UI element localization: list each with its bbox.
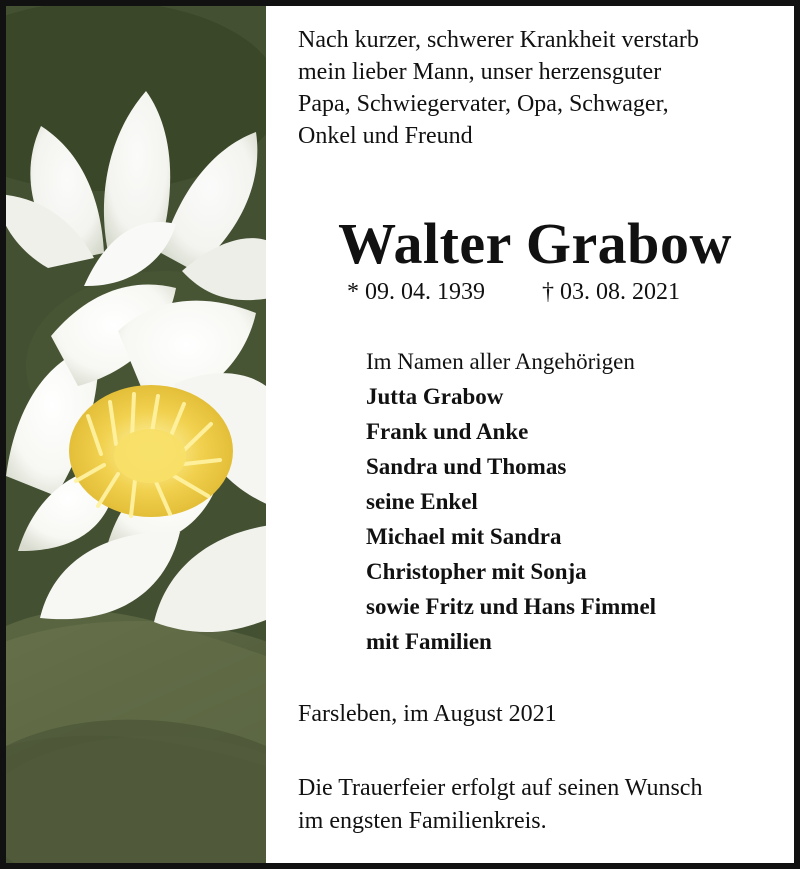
deceased-name: Walter Grabow xyxy=(338,211,732,276)
death-date: † 03. 08. 2021 xyxy=(542,279,680,305)
family-member: mit Familien xyxy=(366,629,492,654)
intro-line-3: Papa, Schwiegervater, Opa, Schwager, xyxy=(298,91,669,117)
family-member: sowie Fritz und Hans Fimmel xyxy=(366,594,657,619)
intro-message xyxy=(298,24,768,152)
family-member: Michael mit Sandra xyxy=(366,524,562,549)
family-intro: Im Namen aller Angehörigen xyxy=(366,349,635,374)
funeral-line-1: Die Trauerfeier erfolgt auf seinen Wunsch xyxy=(298,775,703,801)
intro-line-1: Nach kurzer, schwerer Krankheit verstarb xyxy=(298,27,699,53)
family-member: seine Enkel xyxy=(366,489,478,514)
water-lily-photo xyxy=(6,6,266,863)
water-lily-illustration xyxy=(6,6,266,863)
family-member: Jutta Grabow xyxy=(366,384,504,409)
family-member: Frank und Anke xyxy=(366,419,529,444)
funeral-line-2: im engsten Familienkreis. xyxy=(298,808,547,834)
intro-line-4: Onkel und Freund xyxy=(298,123,473,149)
birth-date: * 09. 04. 1939 xyxy=(347,279,485,305)
family-list xyxy=(366,344,756,659)
obituary-text xyxy=(298,24,768,834)
funeral-note xyxy=(298,772,702,838)
family-member: Sandra und Thomas xyxy=(366,454,567,479)
intro-line-2: mein lieber Mann, unser herzensguter xyxy=(298,59,662,85)
place-date: Farsleben, im August 2021 xyxy=(298,701,557,727)
family-member: Christopher mit Sonja xyxy=(366,559,587,584)
